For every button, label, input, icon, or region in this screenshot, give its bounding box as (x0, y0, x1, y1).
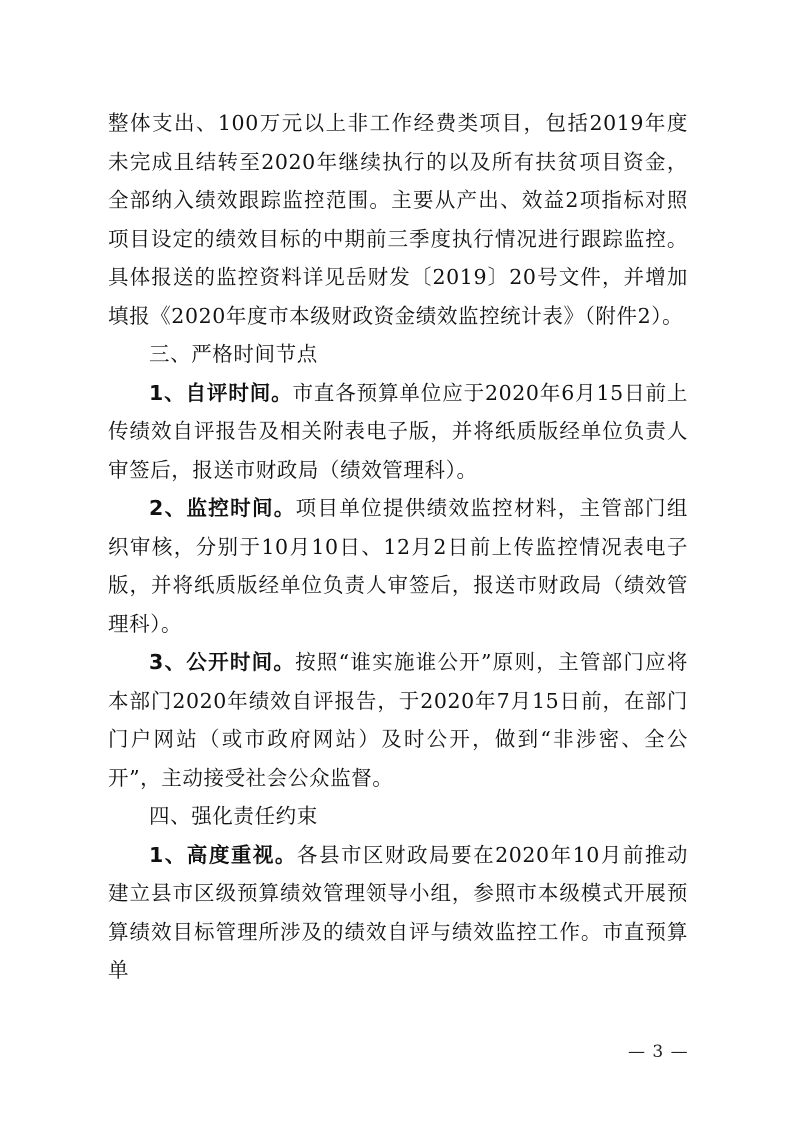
document-page (108, 104, 688, 990)
item-text: 项目单位提供绩效监控材料，主管部门组织审核，分别于10月10日、12月2日前上传监控情况表电子版，并将纸质版经单位负责人审签后，报送市财政局（绩效管理科）。 (108, 496, 688, 636)
item-lead: 2、监控时间。 (149, 496, 296, 520)
page-number: — 3 — (628, 1042, 689, 1062)
item-self-evaluation-time (108, 374, 688, 490)
item-lead: 1、高度重视。 (149, 842, 297, 867)
item-lead: 1、自评时间。 (149, 380, 293, 405)
item-text: 按照“谁实施谁公开”原则，主管部门应将本部门2020年绩效自评报告，于2020年7月15日前，在部门门户网站（或市政府网站）及时公开，做到“非涉密、全公开”，主动接受社会公众监督。 (108, 650, 689, 790)
section-heading-responsibility: 四、强化责任约束 (149, 804, 318, 828)
item-high-attention (108, 836, 688, 990)
item-disclosure-time (108, 643, 688, 797)
section-heading-time-nodes: 三、严格时间节点 (149, 342, 318, 366)
intro-paragraph: 整体支出、100万元以上非工作经费类项目，包括2019年度未完成且结转至2020年继续执行的以及所有扶贫项目资金，全部纳入绩效跟踪监控范围。主要从产出、效益2项指标对照项目设定的绩效目标的中期前三季度执行情况进行跟踪监控。具体报送的监控资料详见岳财发〔2019〕20号文件，并增加填报《2020年度市本级财政资金绩效监控统计表》（附件2）。 (108, 111, 688, 328)
item-lead: 3、公开时间。 (149, 650, 296, 674)
item-monitoring-time (108, 489, 688, 643)
item-text: 各县市区财政局要在2020年10月前推动建立县市区级预算绩效管理领导小组，参照市本级模式开展预算绩效目标管理所涉及的绩效自评与绩效监控工作。市直预算单 (108, 842, 688, 982)
item-text: 市直各预算单位应于2020年6月15日前上传绩效自评报告及相关附表电子版，并将纸质版经单位负责人审签后，报送市财政局（绩效管理科）。 (108, 380, 688, 482)
